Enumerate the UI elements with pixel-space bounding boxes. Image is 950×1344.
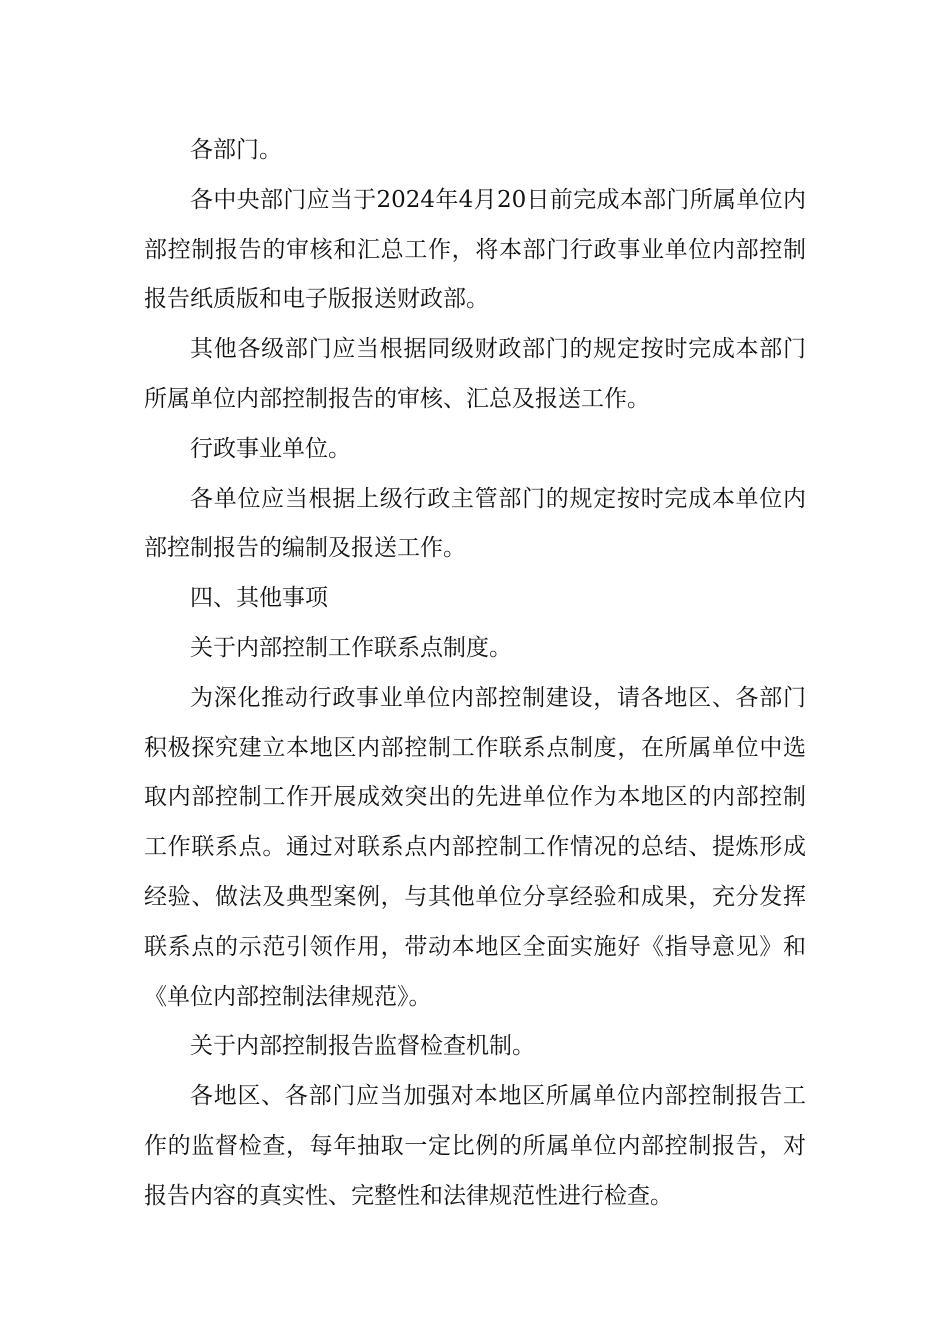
paragraph-contact-point-system: 关于内部控制工作联系点制度。 — [190, 634, 512, 661]
paragraph-supervision-mechanism: 关于内部控制报告监督检查机制。 — [190, 1033, 535, 1060]
paragraph-supervision-details: 各地区、各部门应当加强对本地区所属单位内部控制报告工作的监督检查，每年抽取一定比例的所属单位内部控制报告，对报告内容的真实性、完整性和法律规范性进行检查。 — [144, 1083, 806, 1209]
paragraph-unit-reporting: 各单位应当根据上级行政主管部门的规定按时完成本单位内部控制报告的编制及报送工作。 — [144, 485, 806, 562]
paragraph-administrative-units: 行政事业单位。 — [190, 435, 351, 462]
section-heading-other-matters: 四、其他事项 — [190, 585, 328, 612]
paragraph-departments: 各部门。 — [190, 137, 282, 163]
paragraph-other-departments: 其他各级部门应当根据同级财政部门的规定按时完成本部门所属单位内部控制报告的审核、汇总及报送工作。 — [144, 336, 806, 412]
paragraph-contact-point-details: 为深化推动行政事业单位内部控制建设，请各地区、各部门积极探究建立本地区内部控制工作联系点制度，在所属单位中选取内部控制工作开展成效突出的先进单位作为本地区的内部控制工作联系点。通过对联系点内部控制工作情况的总结、提炼形成经验、做法及典型案例，与其他单位分享经验和成果，充分发挥联系点的示范引领作用，带动本地区全面实施好《指导意见》和《单位内部控制法律规范》。 — [144, 684, 806, 1010]
document-body — [144, 126, 806, 1222]
paragraph-central-departments: 各中央部门应当于2024年4月20日前完成本部门所属单位内部控制报告的审核和汇总工作，将本部门行政事业单位内部控制报告纸质版和电子版报送财政部。 — [144, 186, 806, 313]
